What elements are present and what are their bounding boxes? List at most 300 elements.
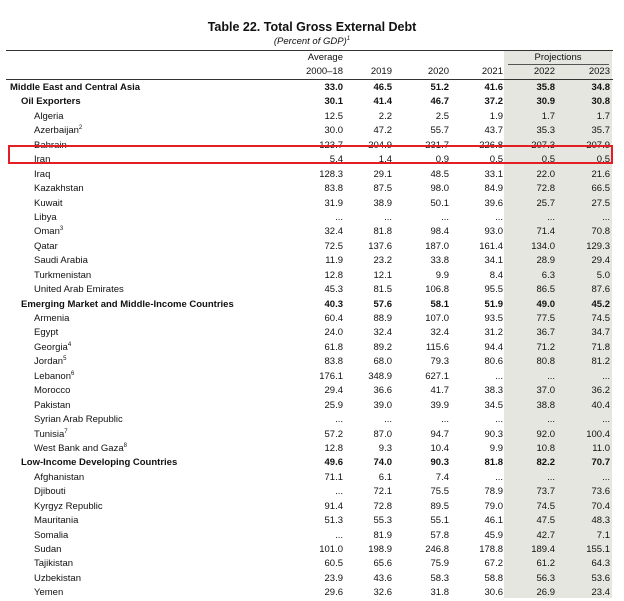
cell-value: ...	[602, 414, 610, 426]
cell-value: 627.1	[425, 370, 449, 382]
row-label	[34, 442, 127, 456]
table-row	[0, 283, 624, 297]
row-label	[34, 124, 82, 138]
cell-value: 31.2	[484, 327, 503, 339]
table-row	[0, 312, 624, 326]
cell-value: 55.3	[373, 515, 392, 527]
cell-value: 61.2	[536, 558, 555, 570]
cell-value: 51.2	[430, 82, 449, 93]
cell-value: 106.8	[425, 284, 449, 296]
cell-value: 81.5	[373, 284, 392, 296]
cell-value: ...	[602, 471, 610, 483]
cell-value: 348.9	[368, 370, 392, 382]
cell-value: 41.6	[484, 82, 503, 93]
row-label-text: Sudan	[34, 544, 62, 555]
row-label-text: Low-Income Developing Countries	[21, 457, 178, 469]
row-footnote: 4	[67, 341, 72, 348]
cell-value: 36.6	[373, 385, 392, 397]
table-row	[0, 514, 624, 528]
table-row	[0, 168, 624, 182]
cell-value: 45.9	[484, 529, 503, 541]
cell-value: 34.7	[591, 327, 610, 339]
row-footnote: 2	[78, 125, 83, 132]
cell-value: ...	[335, 414, 343, 426]
cell-value: 51.9	[484, 298, 503, 310]
cell-value: 58.3	[430, 572, 449, 584]
cell-value: 77.5	[536, 313, 555, 324]
cell-value: 39.6	[484, 197, 503, 209]
cell-value: 23.9	[324, 572, 343, 584]
cell-value: 11.0	[592, 442, 610, 454]
cell-value: 74.5	[591, 313, 610, 324]
cell-value: 6.3	[541, 269, 555, 281]
cell-value: 9.3	[378, 442, 392, 454]
table-row	[0, 384, 624, 398]
cell-value: 51.3	[324, 515, 343, 527]
row-footnote: 8	[123, 442, 127, 449]
cell-value: 100.4	[586, 428, 610, 440]
cell-value: 87.5	[373, 183, 392, 195]
table-row	[0, 485, 624, 499]
cell-value: 47.5	[536, 515, 555, 527]
row-label	[34, 240, 58, 254]
cell-value: 21.6	[591, 168, 610, 180]
cell-value: 49.6	[324, 457, 343, 469]
cell-value: ...	[547, 471, 555, 483]
cell-value: 30.8	[591, 96, 610, 108]
row-label	[34, 413, 123, 427]
row-label	[34, 514, 78, 528]
cell-value: 35.7	[591, 125, 610, 137]
row-label	[34, 572, 81, 586]
header-col-4: 2022	[533, 66, 555, 77]
cell-value: 68.0	[373, 356, 392, 368]
cell-value: 36.2	[591, 385, 610, 397]
row-label	[34, 399, 70, 413]
cell-value: 207.9	[586, 139, 610, 151]
cell-value: 9.9	[489, 442, 503, 454]
cell-value: 178.8	[479, 544, 503, 555]
cell-value: ...	[441, 414, 449, 426]
cell-value: 43.7	[484, 125, 503, 137]
cell-value: 94.7	[430, 428, 449, 440]
table-row	[0, 586, 624, 600]
table-row	[0, 298, 624, 312]
row-label-text: Middle East and Central Asia	[10, 82, 141, 93]
row-label-text: Yemen	[34, 587, 64, 599]
cell-value: 72.1	[373, 486, 392, 498]
table-row	[0, 413, 624, 427]
table-row	[0, 326, 624, 340]
row-label-text: Lebanon	[34, 370, 71, 382]
cell-value: 25.7	[536, 197, 555, 209]
cell-value: 55.1	[430, 515, 449, 527]
cell-value: 115.6	[425, 341, 449, 353]
cell-value: 23.4	[591, 587, 610, 599]
cell-value: ...	[441, 211, 449, 223]
cell-value: 12.8	[324, 442, 343, 454]
row-label-text: Tajikistan	[34, 558, 74, 570]
cell-value: 41.7	[430, 385, 449, 397]
cell-value: ...	[495, 414, 503, 426]
cell-value: 198.9	[368, 544, 392, 555]
row-label	[34, 312, 69, 326]
cell-value: 60.4	[324, 313, 343, 324]
cell-value: ...	[495, 211, 503, 223]
row-footnote: 7	[64, 428, 68, 435]
row-label-text: Djibouti	[34, 486, 66, 498]
table-row	[0, 529, 624, 543]
cell-value: 98.0	[430, 183, 449, 195]
cell-value: 58.1	[430, 298, 449, 310]
cell-value: 11.9	[325, 255, 343, 267]
row-label-text: Georgia	[34, 341, 68, 353]
table-row	[0, 182, 624, 196]
cell-value: 46.1	[484, 515, 503, 527]
row-label-text: Tunisia	[34, 428, 65, 440]
cell-value: 30.6	[484, 587, 503, 599]
cell-value: 2.2	[378, 110, 392, 122]
cell-value: 39.9	[430, 399, 449, 411]
row-label	[34, 326, 58, 340]
row-label-text: West Bank and Gaza	[34, 442, 124, 454]
cell-value: 39.0	[373, 399, 392, 411]
cell-value: 71.1	[324, 471, 343, 483]
table-row	[0, 139, 624, 153]
cell-value: 71.2	[536, 341, 555, 353]
cell-value: 64.3	[591, 558, 610, 570]
cell-value: 74.5	[536, 500, 555, 512]
cell-value: 48.3	[591, 515, 610, 527]
cell-value: 29.6	[324, 587, 343, 599]
row-label-text: Mauritania	[34, 515, 79, 527]
cell-value: 12.1	[373, 269, 392, 281]
cell-value: 9.9	[435, 269, 449, 281]
cell-value: 75.5	[430, 486, 449, 498]
cell-value: 26.9	[536, 587, 555, 599]
cell-value: 37.2	[484, 96, 503, 108]
cell-value: 1.7	[596, 110, 610, 122]
cell-value: 10.8	[536, 442, 555, 454]
cell-value: 57.2	[324, 428, 343, 440]
cell-value: 89.2	[373, 341, 392, 353]
cell-value: 82.2	[536, 457, 555, 469]
row-label-text: Iran	[34, 154, 51, 166]
row-label-text: Syrian Arab Republic	[34, 414, 123, 426]
cell-value: 89.5	[430, 500, 449, 512]
cell-value: 0.9	[435, 154, 449, 166]
cell-value: 93.0	[484, 226, 503, 238]
row-label	[34, 485, 66, 499]
cell-value: 81.8	[373, 226, 392, 238]
cell-value: 90.3	[430, 457, 449, 469]
row-footnote: 5	[63, 356, 67, 363]
cell-value: ...	[602, 370, 610, 382]
cell-value: 66.5	[591, 183, 610, 195]
cell-value: 73.6	[591, 486, 610, 498]
cell-value: 37.0	[536, 385, 555, 397]
cell-value: 0.5	[596, 154, 610, 166]
table-row	[0, 341, 624, 355]
row-label	[34, 428, 68, 442]
row-label	[34, 139, 67, 153]
row-label-text: Kazakhstan	[34, 183, 84, 195]
row-label-text: Emerging Market and Middle-Income Countries	[21, 298, 234, 310]
cell-value: 55.7	[430, 125, 449, 137]
table-row	[0, 399, 624, 413]
cell-value: 56.3	[536, 572, 555, 584]
cell-value: 30.1	[324, 96, 343, 108]
cell-value: 88.9	[373, 313, 392, 324]
cell-value: 60.5	[324, 558, 343, 570]
table-row	[0, 225, 624, 239]
cell-value: 5.0	[596, 269, 610, 281]
cell-value: 93.5	[484, 313, 503, 324]
cell-value: 32.4	[324, 226, 343, 238]
cell-value: 94.4	[484, 341, 503, 353]
cell-value: 91.4	[324, 500, 343, 512]
cell-value: 34.5	[484, 399, 503, 411]
table-row	[0, 370, 624, 384]
cell-value: 189.4	[531, 544, 555, 555]
table-row	[0, 428, 624, 442]
cell-value: 155.1	[586, 544, 610, 555]
cell-value: ...	[335, 529, 343, 541]
row-label-text: United Arab Emirates	[34, 284, 124, 296]
cell-value: 29.1	[373, 168, 392, 180]
cell-value: 72.5	[324, 240, 343, 252]
cell-value: 25.9	[324, 399, 343, 411]
cell-value: 12.5	[324, 110, 343, 122]
cell-value: 65.6	[373, 558, 392, 570]
cell-value: 87.0	[373, 428, 392, 440]
cell-value: 176.1	[319, 370, 343, 382]
row-label-text: Oman	[34, 226, 60, 238]
cell-value: 30.0	[324, 125, 343, 137]
cell-value: 86.5	[536, 284, 555, 296]
cell-value: 34.8	[591, 82, 610, 93]
cell-value: 32.6	[373, 587, 392, 599]
cell-value: 75.9	[430, 558, 449, 570]
row-label-text: Saudi Arabia	[34, 255, 88, 267]
subtitle-footnote: 1	[346, 36, 351, 42]
cell-value: 53.6	[591, 572, 610, 584]
table-row	[0, 124, 624, 138]
cell-value: 80.8	[536, 356, 555, 368]
cell-value: 29.4	[591, 255, 610, 267]
cell-value: 38.9	[373, 197, 392, 209]
row-label	[34, 557, 73, 571]
header-rule	[6, 79, 613, 80]
row-label-text: Somalia	[34, 529, 69, 541]
table-row	[0, 240, 624, 254]
cell-value: 24.0	[324, 327, 343, 339]
cell-value: ...	[495, 471, 503, 483]
row-label-text: Azerbaijan	[34, 125, 79, 137]
row-label-text: Algeria	[34, 110, 64, 122]
cell-value: 0.5	[489, 154, 503, 166]
cell-value: 72.8	[373, 500, 392, 512]
cell-value: 67.2	[484, 558, 503, 570]
row-label	[34, 211, 57, 225]
cell-value: 246.8	[425, 544, 449, 555]
row-label	[34, 225, 63, 239]
table-row	[0, 355, 624, 369]
table-row	[0, 471, 624, 485]
projections-label: Projections	[534, 52, 582, 63]
cell-value: 58.8	[484, 572, 503, 584]
row-label-text: Morocco	[34, 385, 71, 397]
cell-value: 71.8	[591, 341, 610, 353]
table-body	[0, 81, 624, 601]
row-label	[21, 456, 177, 470]
table-row	[0, 500, 624, 514]
row-label-text: Iraq	[34, 168, 51, 180]
cell-value: 207.3	[531, 139, 555, 151]
cell-value: 137.6	[368, 240, 392, 252]
cell-value: 71.4	[536, 226, 555, 238]
row-label	[34, 543, 61, 557]
cell-value: 41.4	[373, 96, 392, 108]
cell-value: 57.8	[430, 529, 449, 541]
cell-value: 161.4	[479, 240, 503, 252]
row-label	[34, 586, 63, 600]
cell-value: 42.7	[536, 529, 555, 541]
cell-value: ...	[335, 486, 343, 498]
cell-value: 83.8	[324, 183, 343, 195]
cell-value: 134.0	[531, 240, 555, 252]
cell-value: 187.0	[425, 240, 449, 252]
cell-value: 40.3	[324, 298, 343, 310]
row-label	[34, 153, 50, 167]
cell-value: 49.0	[536, 298, 555, 310]
row-label	[34, 283, 124, 297]
table-row	[0, 543, 624, 557]
cell-value: ...	[384, 414, 392, 426]
row-label	[34, 370, 74, 384]
cell-value: 231.7	[425, 139, 449, 151]
cell-value: ...	[384, 211, 392, 223]
cell-value: 46.7	[430, 96, 449, 108]
row-label	[34, 269, 91, 283]
row-label-text: Armenia	[34, 313, 70, 324]
cell-value: 36.7	[536, 327, 555, 339]
cell-value: 28.9	[536, 255, 555, 267]
table-row	[0, 197, 624, 211]
cell-value: 34.1	[484, 255, 503, 267]
cell-value: 61.8	[324, 341, 343, 353]
table-row	[0, 211, 624, 225]
cell-value: ...	[547, 370, 555, 382]
row-label	[34, 254, 88, 268]
cell-value: 72.8	[536, 183, 555, 195]
cell-value: 74.0	[373, 457, 392, 469]
row-label	[21, 95, 81, 109]
row-label	[10, 81, 140, 95]
table-row	[0, 442, 624, 456]
cell-value: 33.1	[484, 168, 503, 180]
row-label-text: Pakistan	[34, 399, 71, 411]
row-label	[34, 197, 63, 211]
cell-value: 1.7	[541, 110, 555, 122]
cell-value: ...	[602, 211, 610, 223]
cell-value: 7.4	[435, 471, 449, 483]
cell-value: 27.5	[591, 197, 610, 209]
row-label-text: Bahrain	[34, 139, 67, 151]
cell-value: ...	[335, 211, 343, 223]
cell-value: 32.4	[430, 327, 449, 339]
cell-value: ...	[547, 211, 555, 223]
cell-value: 45.3	[324, 284, 343, 296]
cell-value: 84.9	[484, 183, 503, 195]
row-label-text: Turkmenistan	[34, 269, 92, 281]
header-col-0: 2000–18	[306, 66, 343, 77]
cell-value: 22.0	[536, 168, 555, 180]
cell-value: 70.4	[591, 500, 610, 512]
cell-value: 32.4	[373, 327, 392, 339]
row-label	[34, 341, 71, 355]
row-footnote: 6	[70, 370, 75, 377]
cell-value: 90.3	[484, 428, 503, 440]
cell-value: 92.0	[536, 428, 555, 440]
row-label	[34, 182, 84, 196]
cell-value: 35.3	[536, 125, 555, 137]
row-label	[34, 384, 70, 398]
table-row	[0, 81, 624, 95]
cell-value: 80.6	[484, 356, 503, 368]
cell-value: 70.8	[591, 226, 610, 238]
cell-value: 81.9	[373, 529, 392, 541]
cell-value: 79.3	[430, 356, 449, 368]
cell-value: ...	[547, 414, 555, 426]
cell-value: 38.3	[484, 385, 503, 397]
table-row	[0, 110, 624, 124]
cell-value: 107.0	[425, 313, 449, 324]
cell-value: 7.1	[596, 529, 610, 541]
cell-value: 48.5	[430, 168, 449, 180]
cell-value: 70.7	[591, 457, 610, 469]
cell-value: ...	[495, 370, 503, 382]
cell-value: 204.9	[368, 139, 392, 151]
cell-value: 12.8	[324, 269, 343, 281]
cell-value: 81.2	[591, 356, 610, 368]
row-label-text: Egypt	[34, 327, 59, 339]
table-title: Table 22. Total Gross External Debt	[207, 20, 417, 34]
cell-value: 40.4	[591, 399, 610, 411]
cell-value: 50.1	[430, 197, 449, 209]
row-label	[34, 471, 84, 485]
projections-rule	[508, 64, 609, 65]
table-row	[0, 456, 624, 470]
subtitle-text: (Percent of GDP)	[273, 36, 347, 48]
row-label-text: Kyrgyz Republic	[34, 500, 103, 512]
cell-value: 10.4	[430, 442, 449, 454]
header-col-1: 2019	[370, 66, 392, 77]
cell-value: 8.4	[489, 269, 503, 281]
cell-value: 129.3	[586, 240, 610, 252]
row-label-text: Afghanistan	[34, 471, 85, 483]
cell-value: 226.8	[479, 139, 503, 151]
cell-value: 1.9	[489, 110, 503, 122]
cell-value: 87.6	[591, 284, 610, 296]
row-label-text: Oil Exporters	[21, 96, 81, 108]
table-top-rule	[6, 50, 613, 51]
cell-value: 33.0	[324, 82, 343, 93]
cell-value: 81.8	[484, 457, 503, 469]
cell-value: 73.7	[536, 486, 555, 498]
cell-value: 1.4	[378, 154, 392, 166]
header-col-5: 2023	[588, 66, 610, 77]
